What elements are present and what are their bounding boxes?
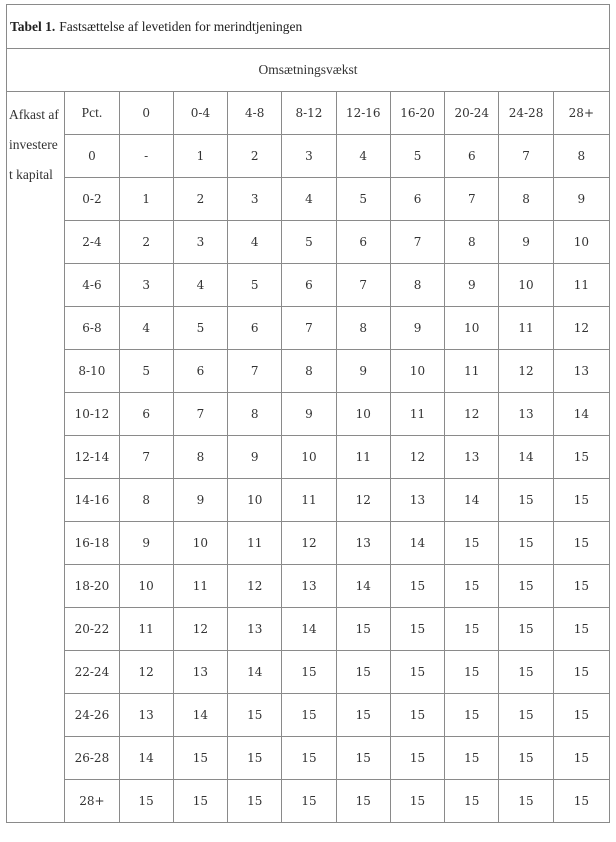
table-caption (6, 4, 610, 48)
table-cell: 14 (282, 608, 336, 651)
table-cell: 14 (119, 737, 173, 780)
table-row (7, 479, 610, 522)
table-cell: 15 (445, 780, 499, 823)
table-cell: 5 (282, 221, 336, 264)
row-label: 6-8 (65, 307, 119, 350)
table-row (7, 307, 610, 350)
table-cell: 9 (119, 522, 173, 565)
table-cell: 15 (499, 694, 553, 737)
table-cell: 7 (390, 221, 444, 264)
table-cell: 13 (282, 565, 336, 608)
caption-label: Tabel 1. (10, 18, 56, 34)
table-cell: 7 (336, 264, 390, 307)
table-cell: 15 (499, 780, 553, 823)
table-cell: 1 (173, 135, 227, 178)
table-cell: 13 (390, 479, 444, 522)
table-cell: 15 (282, 780, 336, 823)
table-cell: 15 (553, 737, 609, 780)
table-cell: 15 (282, 694, 336, 737)
table-cell: 14 (390, 522, 444, 565)
table-cell: 15 (336, 694, 390, 737)
table-cell: 15 (553, 522, 609, 565)
table-cell: 13 (173, 651, 227, 694)
table-cell: 6 (445, 135, 499, 178)
table-cell: 15 (499, 608, 553, 651)
row-group-header-line: Afkast af (9, 107, 59, 122)
table-cell: 15 (445, 651, 499, 694)
row-label: 18-20 (65, 565, 119, 608)
table-cell: 15 (336, 651, 390, 694)
table-cell: 15 (228, 737, 282, 780)
table-cell: 9 (553, 178, 609, 221)
table-row (7, 264, 610, 307)
table-cell: 8 (228, 393, 282, 436)
table-cell: 12 (119, 651, 173, 694)
row-label: 22-24 (65, 651, 119, 694)
table-cell: 13 (336, 522, 390, 565)
table-cell: 14 (445, 479, 499, 522)
table-cell: 5 (228, 264, 282, 307)
table-cell: 12 (282, 522, 336, 565)
table-cell: 2 (228, 135, 282, 178)
table-row (7, 694, 610, 737)
row-label: 4-6 (65, 264, 119, 307)
table-row (7, 737, 610, 780)
table-cell: 15 (173, 737, 227, 780)
table-cell: 12 (228, 565, 282, 608)
table-cell: 11 (553, 264, 609, 307)
table-cell: 11 (119, 608, 173, 651)
lifetime-table (6, 48, 610, 823)
table-cell: 15 (173, 780, 227, 823)
caption-text: Fastsættelse af levetiden for merindtjeningen (59, 18, 303, 34)
table-cell: 11 (282, 479, 336, 522)
table-cell: 6 (119, 393, 173, 436)
column-header: 0 (119, 92, 173, 135)
table-cell: 15 (445, 608, 499, 651)
table-row (7, 780, 610, 823)
table-cell: 12 (445, 393, 499, 436)
table-cell: 10 (336, 393, 390, 436)
table-cell: 7 (119, 436, 173, 479)
table-cell: 6 (390, 178, 444, 221)
table-cell: 15 (336, 780, 390, 823)
table-cell: 6 (336, 221, 390, 264)
table-row (7, 221, 610, 264)
table-cell: 11 (390, 393, 444, 436)
row-group-header-line: t kapital (9, 167, 53, 182)
table-cell: 3 (282, 135, 336, 178)
column-header: 20-24 (445, 92, 499, 135)
table-cell: 7 (445, 178, 499, 221)
table-cell: 14 (553, 393, 609, 436)
table-cell: 7 (282, 307, 336, 350)
row-label: 26-28 (65, 737, 119, 780)
table-cell: 13 (553, 350, 609, 393)
table-cell: 5 (173, 307, 227, 350)
table-cell: 4 (336, 135, 390, 178)
table-cell: 6 (228, 307, 282, 350)
row-label: 2-4 (65, 221, 119, 264)
column-header: 24-28 (499, 92, 553, 135)
row-label: 16-18 (65, 522, 119, 565)
table-row (7, 350, 610, 393)
table-cell: 4 (119, 307, 173, 350)
table-cell: 15 (553, 694, 609, 737)
table-cell: 12 (336, 479, 390, 522)
table-cell: 9 (282, 393, 336, 436)
row-group-header-line: investere (9, 137, 58, 152)
table-cell: 2 (119, 221, 173, 264)
row-label: 10-12 (65, 393, 119, 436)
table-cell: 11 (228, 522, 282, 565)
row-label: 24-26 (65, 694, 119, 737)
table-cell: 13 (499, 393, 553, 436)
table-cell: 7 (499, 135, 553, 178)
table-cell: 5 (336, 178, 390, 221)
row-label: 14-16 (65, 479, 119, 522)
table-cell: 15 (119, 780, 173, 823)
document (6, 4, 610, 836)
table-cell: 11 (173, 565, 227, 608)
table-cell: 15 (499, 737, 553, 780)
table-cell: 11 (336, 436, 390, 479)
table-cell: 10 (445, 307, 499, 350)
row-label: 0-2 (65, 178, 119, 221)
table-cell: 15 (445, 694, 499, 737)
table-cell: 9 (445, 264, 499, 307)
table-cell: 10 (119, 565, 173, 608)
table-cell: 13 (119, 694, 173, 737)
row-label: 8-10 (65, 350, 119, 393)
table-row (7, 651, 610, 694)
table-cell: 9 (499, 221, 553, 264)
row-group-header (7, 92, 65, 823)
table-cell: 14 (336, 565, 390, 608)
table-cell: 15 (390, 565, 444, 608)
table-cell: 15 (445, 522, 499, 565)
table-cell: 15 (390, 651, 444, 694)
table-cell: 10 (228, 479, 282, 522)
table-cell: 9 (390, 307, 444, 350)
table-cell: 15 (390, 780, 444, 823)
row-label: 20-22 (65, 608, 119, 651)
table-row (7, 608, 610, 651)
table-cell: 10 (282, 436, 336, 479)
table-cell: 8 (173, 436, 227, 479)
table-cell: 4 (173, 264, 227, 307)
table-cell: 12 (390, 436, 444, 479)
table-cell: 15 (445, 737, 499, 780)
table-cell: 15 (390, 737, 444, 780)
table-cell: 6 (282, 264, 336, 307)
table-cell: 15 (228, 694, 282, 737)
table-cell: 9 (173, 479, 227, 522)
table-cell: 15 (553, 436, 609, 479)
table-cell: 10 (553, 221, 609, 264)
table-row (7, 178, 610, 221)
table-cell: 8 (445, 221, 499, 264)
column-header: 8-12 (282, 92, 336, 135)
table-cell: 10 (390, 350, 444, 393)
table-cell: 15 (336, 737, 390, 780)
table-cell: 8 (499, 178, 553, 221)
table-cell: 7 (173, 393, 227, 436)
table-cell: 14 (173, 694, 227, 737)
table-cell: 9 (228, 436, 282, 479)
table-cell: 5 (119, 350, 173, 393)
table-cell: 13 (228, 608, 282, 651)
table-cell: 15 (336, 608, 390, 651)
table-cell: 15 (445, 565, 499, 608)
table-cell: 15 (499, 479, 553, 522)
table-cell: 15 (282, 737, 336, 780)
table-cell: 14 (228, 651, 282, 694)
table-cell: 11 (499, 307, 553, 350)
table-cell: - (119, 135, 173, 178)
table-cell: 2 (173, 178, 227, 221)
table-cell: 15 (228, 780, 282, 823)
table-cell: 8 (336, 307, 390, 350)
table-cell: 1 (119, 178, 173, 221)
table-row (7, 393, 610, 436)
table-cell: 8 (553, 135, 609, 178)
table-cell: 12 (499, 350, 553, 393)
table-cell: 3 (228, 178, 282, 221)
table-cell: 4 (228, 221, 282, 264)
table-cell: 10 (173, 522, 227, 565)
table-cell: 15 (553, 608, 609, 651)
column-header: 16-20 (390, 92, 444, 135)
table-cell: 8 (390, 264, 444, 307)
column-header: 12-16 (336, 92, 390, 135)
table-cell: 15 (553, 651, 609, 694)
table-cell: 15 (390, 694, 444, 737)
table-cell: 4 (282, 178, 336, 221)
table-cell: 11 (445, 350, 499, 393)
table-cell: 15 (499, 565, 553, 608)
table-cell: 7 (228, 350, 282, 393)
table-cell: 5 (390, 135, 444, 178)
corner-label: Pct. (65, 92, 119, 135)
table-cell: 8 (282, 350, 336, 393)
table-row (7, 436, 610, 479)
table-row (7, 135, 610, 178)
table-cell: 15 (553, 565, 609, 608)
column-header: 28+ (553, 92, 609, 135)
row-label: 0 (65, 135, 119, 178)
table-cell: 8 (119, 479, 173, 522)
row-label: 28+ (65, 780, 119, 823)
table-cell: 15 (282, 651, 336, 694)
table-cell: 15 (499, 522, 553, 565)
table-cell: 13 (445, 436, 499, 479)
table-row (7, 522, 610, 565)
table-row (7, 565, 610, 608)
table-cell: 3 (119, 264, 173, 307)
column-header: 0-4 (173, 92, 227, 135)
table-cell: 15 (553, 780, 609, 823)
table-cell: 6 (173, 350, 227, 393)
table-cell: 10 (499, 264, 553, 307)
table-cell: 12 (553, 307, 609, 350)
row-label: 12-14 (65, 436, 119, 479)
table-cell: 3 (173, 221, 227, 264)
table-cell: 15 (553, 479, 609, 522)
column-group-header: Omsætningsvækst (7, 49, 610, 92)
table-cell: 12 (173, 608, 227, 651)
table-cell: 15 (499, 651, 553, 694)
table-cell: 14 (499, 436, 553, 479)
table-cell: 9 (336, 350, 390, 393)
table-cell: 15 (390, 608, 444, 651)
column-header: 4-8 (228, 92, 282, 135)
